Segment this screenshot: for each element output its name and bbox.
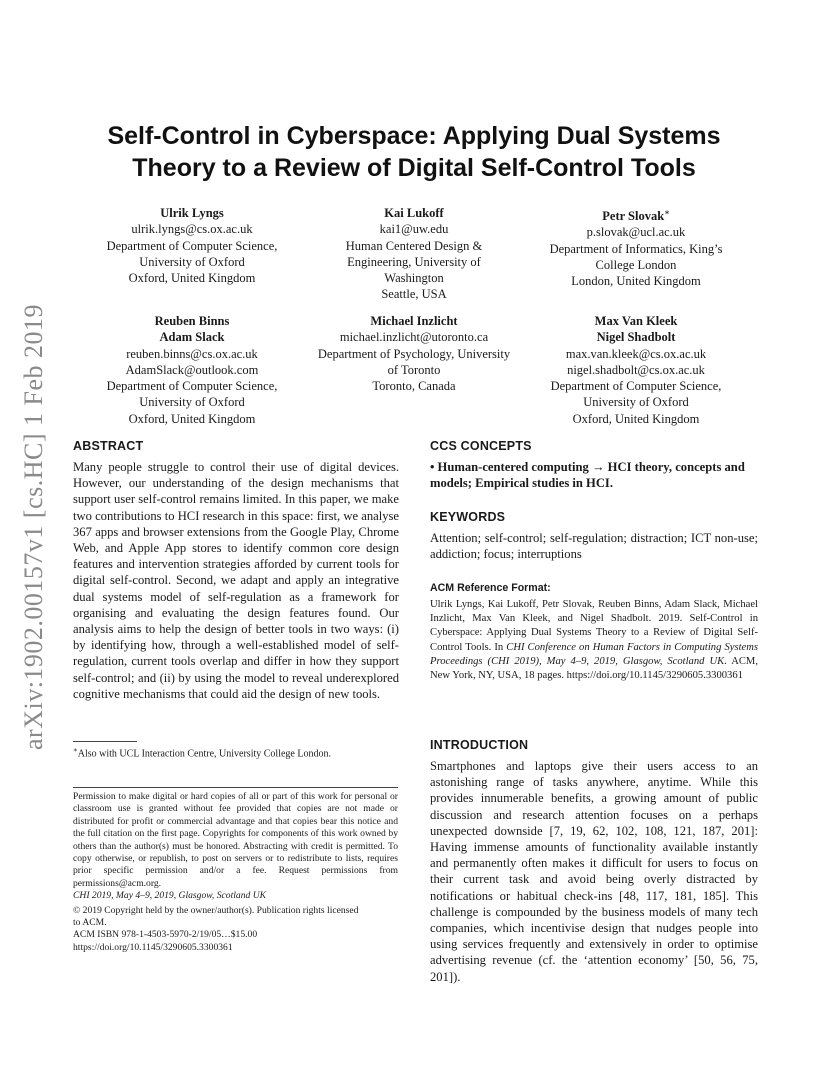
footnote-text: Also with UCL Interaction Centre, University College London. bbox=[77, 748, 331, 760]
author-name: Kai Lukoff bbox=[384, 206, 444, 220]
author-location: Oxford, United Kingdom bbox=[128, 271, 256, 286]
author-block-lyngs bbox=[92, 205, 292, 286]
author-email: AdamSlack@outlook.com bbox=[125, 362, 259, 377]
author-name: Reuben Binns bbox=[154, 314, 230, 328]
introduction-text: Smartphones and laptops give their users access to an astonishing range of tasks anywhere, anytime. While this provides innumerable benefits, a growing amount of public discussion and research attention focuses on a perhaps unexpected downside [7, 19, 62, 102, 108, 121, 187, 201]: Having immense amounts of functionality available instantly and permanently often makes it difficult for users to focus on their current task and avoid being overly distracted by notifications or habitual check-ins [48, 117, 181, 185]. This challenge is compounded by the business models of many tech companies, which incentivise design that nudges people into using services frequently and extensively in order to optimise advertising revenue (cf. the ‘attention economy’ [50, 56, 75, 201]). bbox=[430, 759, 758, 984]
reference-format-heading: ACM Reference Format: bbox=[430, 582, 551, 594]
author-block-slovak bbox=[536, 205, 736, 290]
author-email: ulrik.lyngs@cs.ox.ac.uk bbox=[131, 222, 253, 237]
author-affiliation: Department of Computer Science, bbox=[106, 238, 278, 253]
author-affiliation: Washington bbox=[384, 271, 444, 286]
author-affiliation: Human Centered Design & bbox=[345, 238, 483, 253]
conference-line: CHI 2019, May 4–9, 2019, Glasgow, Scotland UK bbox=[73, 890, 267, 902]
author-name: Nigel Shadbolt bbox=[596, 330, 676, 345]
author-location: Oxford, United Kingdom bbox=[128, 411, 256, 426]
ccs-text: • Human-centered computing → HCI theory, concepts and models; Empirical studies in HCI. bbox=[430, 460, 745, 491]
copyright-line: to ACM. bbox=[73, 917, 107, 929]
author-affiliation: University of Oxford bbox=[139, 254, 245, 269]
author-name: Ulrik Lyngs bbox=[160, 206, 224, 220]
abstract-heading: ABSTRACT bbox=[73, 439, 144, 453]
reference-tail: . ACM, New York, NY, USA, 18 pages. https://doi.org/10.1145/3290605.3300361 bbox=[430, 655, 758, 682]
author-block-vankleek-shadbolt bbox=[536, 313, 736, 427]
author-email: nigel.shadbolt@cs.ox.ac.uk bbox=[567, 362, 705, 377]
permission-text: Permission to make digital or hard copies of all or part of this work for personal or classroom use is granted without fee provided that copies are not made or distributed for profit or commercial advantage and that copies bear this notice and the full citation on the first page. Copyrights for components of this work owned by others than the author(s) must be honored. Abstracting with credit is permitted. To copy otherwise, or republish, to post on servers or to redistribute to lists, requires prior specific permission and/or a fee. Request permissions from permissions@acm.org. bbox=[73, 791, 398, 889]
author-block-inzlicht bbox=[304, 313, 524, 394]
ccs-heading: CCS CONCEPTS bbox=[430, 439, 532, 453]
footnote-rule bbox=[73, 741, 137, 742]
author-affiliation: Department of Informatics, King’s bbox=[549, 241, 723, 256]
author-affiliation: of Toronto bbox=[387, 362, 441, 377]
introduction-heading: INTRODUCTION bbox=[430, 738, 529, 752]
author-affiliation: University of Oxford bbox=[583, 395, 689, 410]
isbn-line: ACM ISBN 978-1-4503-5970-2/19/05…$15.00 bbox=[73, 929, 258, 941]
permission-block bbox=[73, 791, 398, 954]
author-location: London, United Kingdom bbox=[571, 274, 701, 289]
author-name: Adam Slack bbox=[159, 330, 225, 345]
author-email: reuben.binns@cs.ox.ac.uk bbox=[126, 346, 258, 361]
author-name: Max Van Kleek bbox=[594, 314, 678, 328]
author-name: Petr Slovak∗ bbox=[602, 208, 670, 224]
copyright-line: © 2019 Copyright held by the owner/author(s). Publication rights licensed bbox=[73, 904, 359, 916]
footnote-mark: ∗ bbox=[664, 208, 670, 217]
author-affiliation: University of Oxford bbox=[139, 395, 245, 410]
title-line-2: Theory to a Review of Digital Self-Control Tools bbox=[132, 154, 696, 182]
author-email: michael.inzlicht@utoronto.ca bbox=[339, 330, 489, 345]
doi-line: https://doi.org/10.1145/3290605.3300361 bbox=[73, 941, 233, 953]
keywords-heading: KEYWORDS bbox=[430, 510, 506, 524]
author-block-binns-slack bbox=[92, 313, 292, 427]
author-affiliation: Department of Computer Science, bbox=[550, 379, 722, 394]
title-line-1: Self-Control in Cyberspace: Applying Dual Systems bbox=[107, 122, 721, 150]
reference-format bbox=[430, 598, 758, 683]
author-email: max.van.kleek@cs.ox.ac.uk bbox=[565, 346, 707, 361]
author-email: kai1@uw.edu bbox=[379, 222, 449, 237]
author-name: Michael Inzlicht bbox=[370, 314, 458, 328]
reference-venue: CHI Conference on Human Factors in Computing Systems Proceedings (CHI 2019), May 4–9, 2019, Glasgow, Scotland UK bbox=[430, 641, 758, 667]
author-affiliation: Engineering, University of bbox=[347, 254, 481, 269]
arxiv-id: arXiv:1902.00157v1 [cs.HC] 1 Feb 2019 bbox=[19, 303, 48, 751]
author-affiliation: Department of Psychology, University bbox=[317, 346, 511, 361]
keywords-text: Attention; self-control; self-regulation; distraction; ICT non-use; addiction; focus; interruptions bbox=[430, 531, 758, 562]
author-location: Oxford, United Kingdom bbox=[572, 411, 700, 426]
author-email: p.slovak@ucl.ac.uk bbox=[586, 225, 686, 240]
author-block-lukoff bbox=[314, 205, 514, 303]
footnote-mark: ∗ bbox=[73, 746, 78, 754]
reference-text: Ulrik Lyngs, Kai Lukoff, Petr Slovak, Reuben Binns, Adam Slack, Michael Inzlicht, Max Van Kleek, and Nigel Shadbolt. 2019. Self-Control in Cyberspace: Applying Dual Systems Theory to a Review of Digital Self-Control Tools. In bbox=[430, 599, 758, 653]
author-affiliation: College London bbox=[595, 258, 677, 273]
author-affiliation: Department of Computer Science, bbox=[106, 379, 278, 394]
abstract-text: Many people struggle to control their use of digital devices. However, our understanding of the design mechanisms that support user self-control remains limited. In this paper, we make two contributions to HCI research in this space: first, we analyse 367 apps and browser extensions from the Google Play, Chrome Web, and Apple App stores to identify common core design features and intervention strategies afforded by current tools for digital self-control. Second, we adapt and apply an integrative dual systems model of self-regulation as a framework for organising and evaluating the design features found. Our analysis aims to help the design of better tools in two ways: (i) by identifying how, through a well-established model of self-regulation, current tools overlap and differ in how they support self-control; and (ii) by using the model to reveal underexplored cognitive mechanisms that could aid the design of new tools. bbox=[73, 460, 399, 701]
author-location: Seattle, USA bbox=[381, 287, 447, 302]
paper-title bbox=[60, 120, 768, 184]
arxiv-stamp bbox=[14, 292, 54, 762]
author-location: Toronto, Canada bbox=[372, 379, 456, 394]
footnote bbox=[73, 746, 331, 759]
permission-rule bbox=[73, 787, 398, 788]
